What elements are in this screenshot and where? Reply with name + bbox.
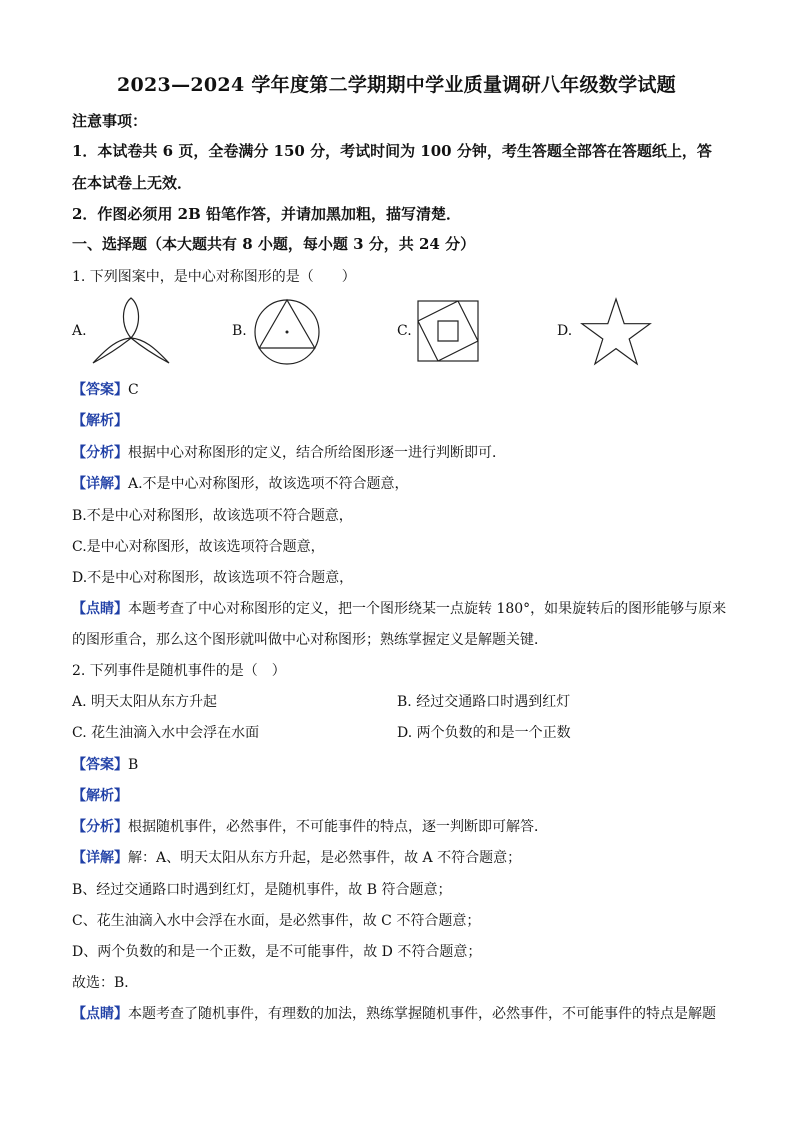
three-petal-curve-icon [90, 295, 172, 367]
q1-dianjing-b: 的图形重合，那么这个图形就叫做中心对称图形；熟练掌握定义是解题关键． [72, 632, 548, 648]
q1-xiangjie-b: B.不是中心对称图形，故该选项不符合题意， [72, 508, 353, 524]
answer-tag: 【答案】 [72, 382, 128, 398]
q2-dianjing-line [72, 1003, 716, 1023]
xiangjie-tag: 【详解】 [72, 476, 128, 492]
q2-xiangjie-c: C、花生油滴入水中会浮在水面，是必然事件，故 C 不符合题意； [72, 913, 481, 929]
fenxi-tag: 【分析】 [72, 819, 128, 835]
q1-dianjing-a: 本题考查了中心对称图形的定义，把一个图形绕某一点旋转 180°，如果旋转后的图形能够与原来 [128, 601, 727, 617]
q1-option-b-label: B. [232, 323, 247, 339]
q2-dianjing-text: 本题考查了随机事件，有理数的加法，熟练掌握随机事件，必然事件，不可能事件的特点是解题 [128, 1006, 716, 1022]
q2-xiangjie-b: B、经过交通路口时遇到红灯，是随机事件，故 B 符合题意； [72, 882, 452, 898]
q2-answer: B [128, 757, 139, 773]
q2-xiangjie-line [72, 847, 521, 867]
q1-fenxi-line [72, 442, 506, 462]
q1-fenxi-text: 根据中心对称图形的定义，结合所给图形逐一进行判断即可． [128, 445, 506, 461]
q2-fenxi-text: 根据随机事件，必然事件，不可能事件的特点，逐一判断即可解答． [128, 819, 548, 835]
q2-analysis-tag [72, 785, 128, 805]
q2-conclusion: 故选：B． [72, 975, 139, 991]
q2-stem: 2. 下列事件是随机事件的是（ ） [72, 663, 286, 679]
q2-xiangjie-d: D、两个负数的和是一个正数，是不可能事件，故 D 不符合题意； [72, 944, 482, 960]
q1-option-a-label: A. [72, 323, 87, 339]
section-heading: 一、选择题（本大题共有 8 小题，每小题 3 分，共 24 分） [72, 235, 476, 253]
q2-option-b: B. 经过交通路口时遇到红灯 [397, 694, 571, 710]
dianjing-tag: 【点睛】 [72, 601, 128, 617]
q1-xiangjie-d: D.不是中心对称图形，故该选项不符合题意， [72, 570, 354, 586]
circle-with-triangle-icon [252, 297, 322, 367]
q1-answer-line [72, 379, 139, 399]
five-point-star-icon [578, 296, 654, 368]
notice-heading: 注意事项： [72, 112, 148, 130]
q1-dianjing-line [72, 598, 726, 618]
q2-fenxi-line [72, 816, 548, 836]
q1-xiangjie-a: A.不是中心对称图形，故该选项不符合题意， [128, 476, 409, 492]
q1-xiangjie-c: C.是中心对称图形，故该选项符合题意， [72, 539, 325, 555]
q1-stem: 1. 下列图案中，是中心对称图形的是（ ） [72, 269, 356, 285]
page-title: 2023—2024 学年度第二学期期中学业质量调研八年级数学试题 [117, 74, 676, 96]
notice-item-1b: 在本试卷上无效． [72, 174, 193, 192]
fenxi-tag: 【分析】 [72, 445, 128, 461]
q2-option-d: D. 两个负数的和是一个正数 [397, 725, 571, 741]
q1-option-d-label: D. [557, 323, 573, 339]
dianjing-tag: 【点睛】 [72, 1006, 128, 1022]
q2-option-a: A. 明天太阳从东方升起 [72, 694, 218, 710]
square-pinwheel-icon [416, 299, 480, 363]
analysis-tag: 【解析】 [72, 788, 128, 804]
q1-xiangjie-line [72, 473, 409, 493]
q2-answer-line [72, 754, 138, 774]
xiangjie-tag: 【详解】 [72, 850, 128, 866]
q1-option-c-label: C. [397, 323, 412, 339]
q1-analysis-tag [72, 410, 128, 430]
analysis-tag: 【解析】 [72, 413, 128, 429]
notice-item-1a: 1．本试卷共 6 页，全卷满分 150 分，考试时间为 100 分钟，考生答题全部答在答题纸上，答 [72, 142, 712, 160]
q1-answer: C [128, 382, 139, 398]
notice-item-2: 2．作图必须用 2B 铅笔作答，并请加黑加粗，描写清楚． [72, 205, 461, 223]
q2-xiangjie-a: 解：A、明天太阳从东方升起，是必然事件，故 A 不符合题意； [128, 850, 522, 866]
q2-option-c: C. 花生油滴入水中会浮在水面 [72, 725, 260, 741]
answer-tag: 【答案】 [72, 757, 128, 773]
